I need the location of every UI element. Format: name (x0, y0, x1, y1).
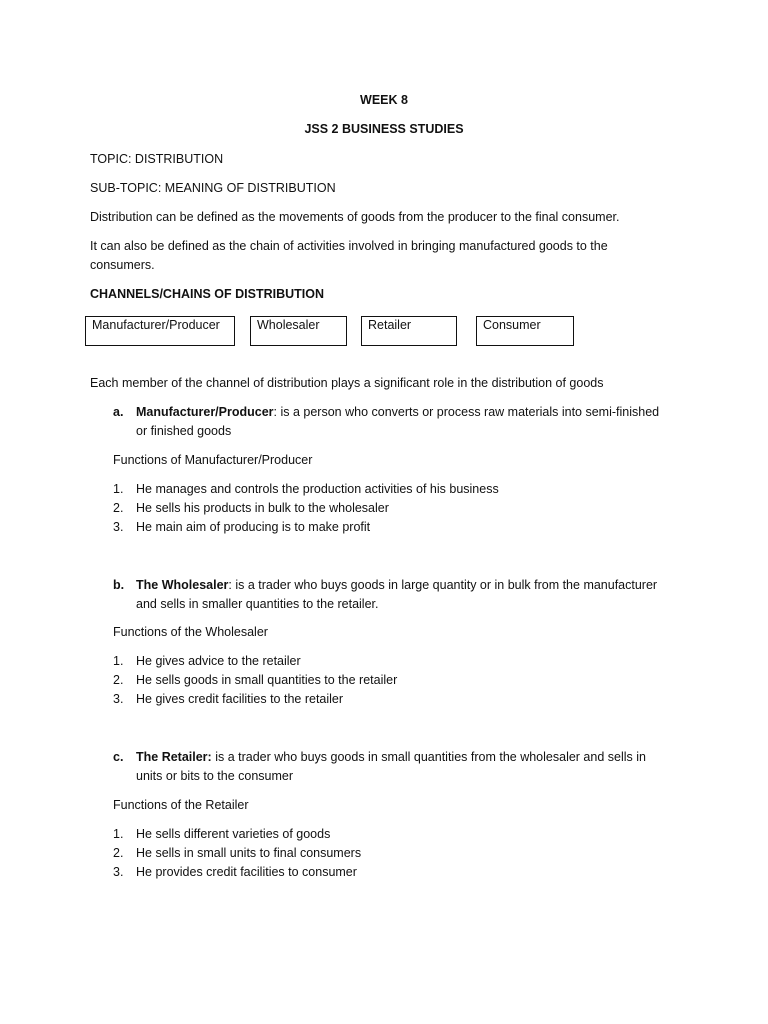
list-text: He sells his products in bulk to the wholesaler (136, 501, 389, 515)
functions-list (113, 652, 713, 709)
list-number: 3. (113, 692, 124, 706)
list-text: He gives credit facilities to the retailer (136, 692, 344, 706)
list-number: 2. (113, 673, 124, 687)
list-text: He sells in small units to final consumers (136, 846, 362, 860)
list-text: He gives advice to the retailer (136, 654, 301, 668)
week-title: WEEK 8 (360, 93, 408, 107)
list-number: 3. (113, 520, 124, 534)
definition-paragraph-2-line-1: It can also be defined as the chain of activities involved in bringing manufactured goods to the (90, 239, 608, 253)
channel-box-consumer: Consumer (476, 316, 574, 346)
list-number: 1. (113, 654, 124, 668)
channel-box-manufacturer: Manufacturer/Producer (85, 316, 235, 346)
section-definition-text: is a trader who buys goods in small quantities from the wholesaler and sells in (211, 750, 646, 764)
subject-title: JSS 2 BUSINESS STUDIES (304, 122, 464, 136)
functions-title: Functions of Manufacturer/Producer (113, 453, 313, 467)
subtopic-line: SUB-TOPIC: MEANING OF DISTRIBUTION (90, 181, 336, 195)
list-number: 2. (113, 501, 124, 515)
functions-list (113, 825, 713, 882)
list-item (113, 825, 713, 844)
section-term: The Wholesaler (136, 578, 229, 592)
section-term: The Retailer: (136, 750, 212, 764)
list-item (113, 690, 713, 709)
section-definition-line-1 (136, 748, 646, 767)
list-item (113, 671, 713, 690)
section-term: Manufacturer/Producer (136, 405, 274, 419)
section-definition-line-2: and sells in smaller quantities to the retailer. (136, 597, 379, 611)
channel-box-wholesaler: Wholesaler (250, 316, 347, 346)
list-text: He sells different varieties of goods (136, 827, 331, 841)
functions-title: Functions of the Wholesaler (113, 625, 268, 639)
channels-heading: CHANNELS/CHAINS OF DISTRIBUTION (90, 287, 325, 301)
list-item (113, 480, 713, 499)
topic-line: TOPIC: DISTRIBUTION (90, 152, 224, 166)
section-definition-line-2: or finished goods (136, 424, 232, 438)
list-number: 1. (113, 827, 124, 841)
list-item (113, 652, 713, 671)
functions-list (113, 480, 713, 537)
list-text: He main aim of producing is to make profit (136, 520, 371, 534)
intro-paragraph: Each member of the channel of distribution plays a significant role in the distribution of goods (90, 376, 604, 390)
section-definition-text: : is a trader who buys goods in large quantity or in bulk from the manufacturer (228, 578, 658, 592)
list-number: 1. (113, 482, 124, 496)
list-number: 2. (113, 846, 124, 860)
section-definition-line-2: units or bits to the consumer (136, 769, 294, 783)
section-definition-text: : is a person who converts or process raw materials into semi-finished (273, 405, 660, 419)
section-marker-b: b. (113, 578, 125, 592)
section-marker-a: a. (113, 405, 124, 419)
list-text: He provides credit facilities to consumer (136, 865, 357, 879)
list-item (113, 518, 713, 537)
channel-box-retailer: Retailer (361, 316, 457, 346)
definition-paragraph-1: Distribution can be defined as the movements of goods from the producer to the final consumer. (90, 210, 620, 224)
list-text: He sells goods in small quantities to the retailer (136, 673, 398, 687)
section-definition-line-1 (136, 576, 657, 595)
list-number: 3. (113, 865, 124, 879)
list-item (113, 499, 713, 518)
list-item (113, 844, 713, 863)
list-item (113, 863, 713, 882)
definition-paragraph-2-line-2: consumers. (90, 258, 155, 272)
list-text: He manages and controls the production activities of his business (136, 482, 499, 496)
section-marker-c: c. (113, 750, 124, 764)
section-definition-line-1 (136, 403, 659, 422)
functions-title: Functions of the Retailer (113, 798, 249, 812)
